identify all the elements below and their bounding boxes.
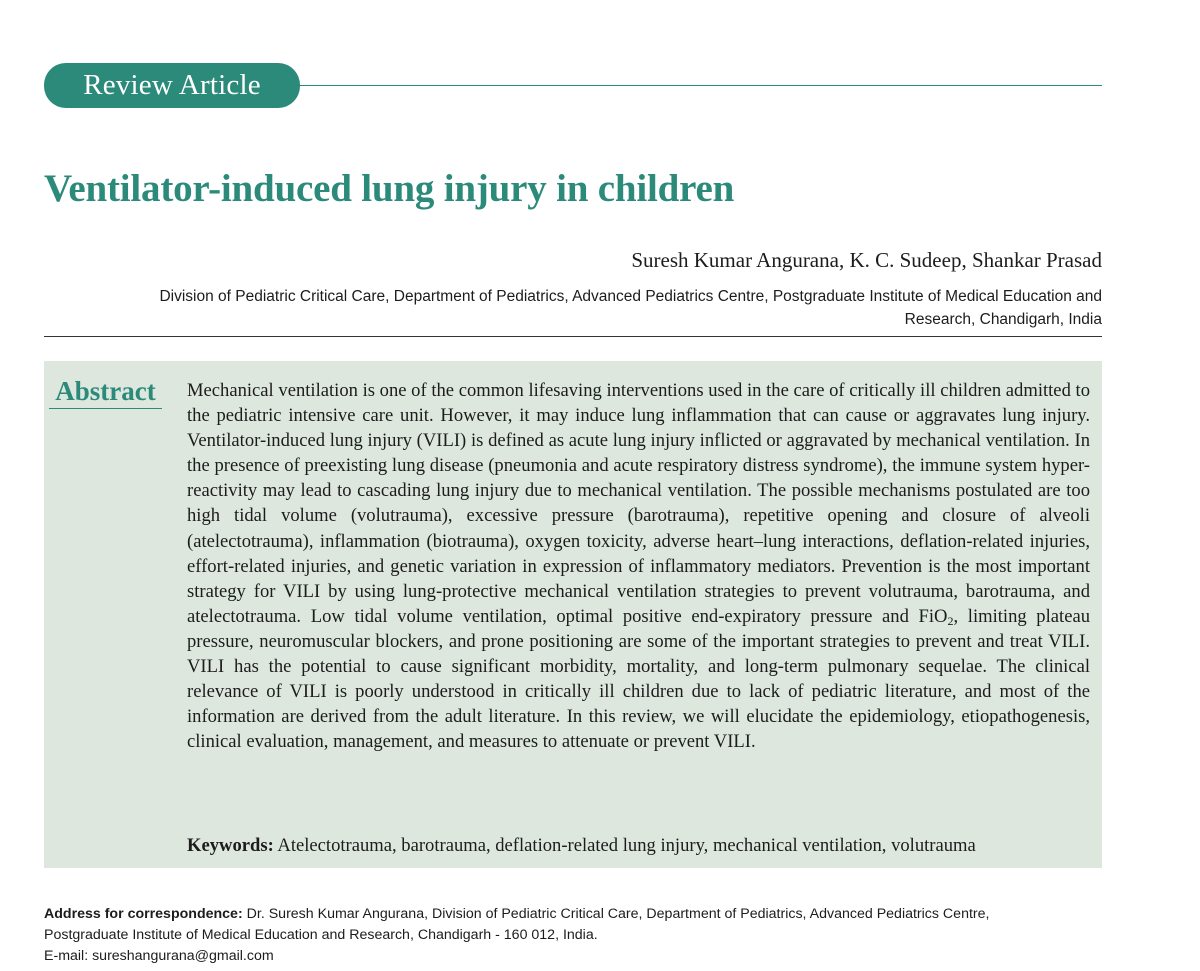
abstract-text-part-1: Mechanical ventilation is one of the common lifesaving interventions used in the care of critically ill children admitted to the pediatric intensive care unit. However, it may induce lung inflammation that can cause or aggravates lung injury. Ventilator-induced lung injury (VILI) is defined as acute lung injury inflicted or aggravated by mechanical ventilation. In the presence of preexisting lung disease (pneumonia and acute respiratory distress syndrome), the immune system hyper-reactivity may lead to cascading lung injury due to mechanical ventilation. The possible mechanisms postulated are too high tidal volume (volutrauma), excessive pressure (barotrauma), repetitive opening and closure of alveoli (atelectotrauma), inflammation (biotrauma), oxygen toxicity, adverse heart–lung interactions, deflation-related injuries, effort-related injuries, and genetic variation in expression of inflammatory mediators. Prevention is the most important strategy for VILI by using lung-protective mechanical ventilation strategies to prevent volutrauma, barotrauma, and atelectotrauma. Low tidal volume ventilation, optimal positive end-expiratory pressure and FiO xyxy=(187,380,1090,627)
abstract-panel xyxy=(44,361,1102,868)
author-list: Suresh Kumar Angurana, K. C. Sudeep, Shankar Prasad xyxy=(631,248,1102,272)
correspondence-line-2: Postgraduate Institute of Medical Education and Research, Chandigarh - 160 012, India. xyxy=(44,927,598,943)
keywords-label: Keywords: xyxy=(187,835,274,856)
fio2-subscript: 2 xyxy=(947,613,954,628)
abstract-heading: Abstract xyxy=(49,374,162,409)
keywords-line xyxy=(187,833,1097,858)
article-type-badge: Review Article xyxy=(44,63,300,108)
correspondence-block xyxy=(44,904,1144,967)
correspondence-email: E-mail: sureshangurana@gmail.com xyxy=(44,948,274,964)
affiliation-line-2: Research, Chandigarh, India xyxy=(904,311,1102,328)
affiliation-line-1: Division of Pediatric Critical Care, Department of Pediatrics, Advanced Pediatrics Centre, Postgraduate Institute of Medical Education and xyxy=(159,288,1102,305)
abstract-text xyxy=(187,378,1090,754)
keywords-list: Atelectotrauma, barotrauma, deflation-related lung injury, mechanical ventilation, volutrauma xyxy=(277,835,976,856)
correspondence-line-1: Dr. Suresh Kumar Angurana, Division of Pediatric Critical Care, Department of Pediatrics, Advanced Pediatrics Centre, xyxy=(246,906,990,922)
article-title: Ventilator-induced lung injury in children xyxy=(44,167,735,210)
affiliation-divider xyxy=(44,336,1102,337)
header-divider xyxy=(296,85,1102,86)
author-affiliation xyxy=(44,285,1102,331)
correspondence-label: Address for correspondence: xyxy=(44,906,243,922)
abstract-text-part-2: , limiting plateau pressure, neuromuscular blockers, and prone positioning are some of the important strategies to prevent and treat VILI. VILI has the potential to cause significant morbidity, mortality, and long-term pulmonary sequelae. The clinical relevance of VILI is poorly understood in critically ill children due to lack of pediatric literature, and most of the information are derived from the adult literature. In this review, we will elucidate the epidemiology, etiopathogenesis, clinical evaluation, management, and measures to attenuate or prevent VILI. xyxy=(187,605,1090,753)
